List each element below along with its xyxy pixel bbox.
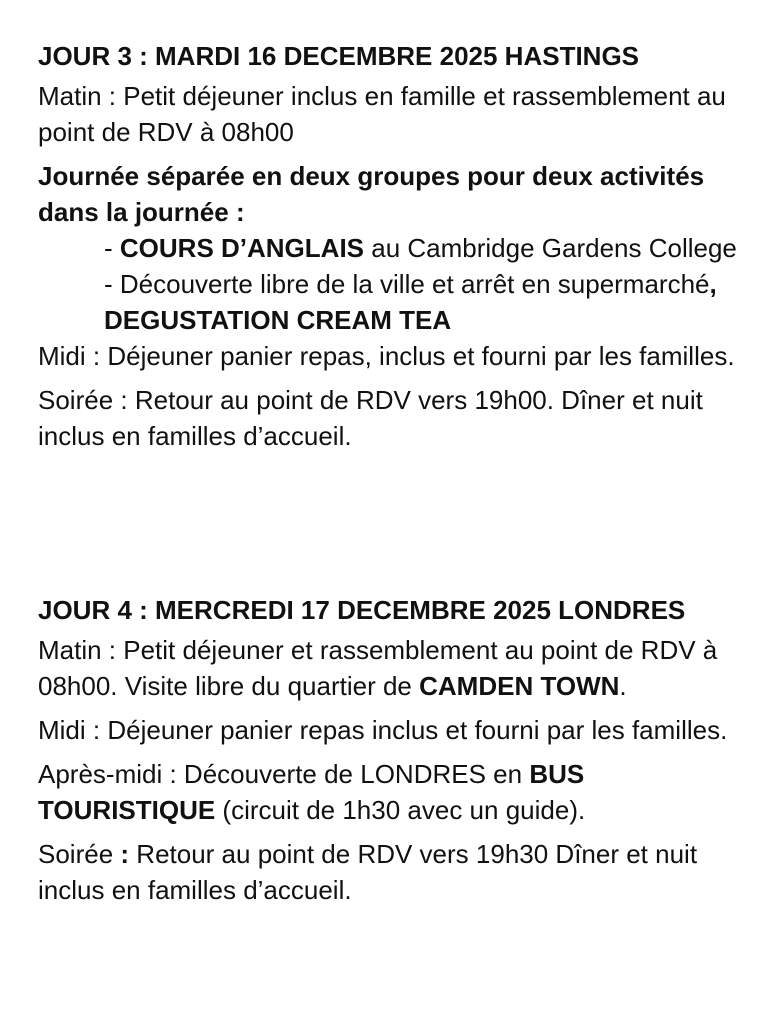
day4-lunch: Midi : Déjeuner panier repas inclus et fourni par les familles.	[38, 715, 728, 745]
day3-section	[38, 38, 748, 462]
day4-title: JOUR 4 : MERCREDI 17 DECEMBRE 2025 LONDRES	[38, 595, 686, 625]
day4-afternoon-bold: BUS TOURISTIQUE	[38, 759, 585, 825]
day4-evening-label: Soirée	[38, 839, 121, 869]
day4-evening-colon: :	[120, 839, 130, 869]
day3-groups-heading: Journée séparée en deux groupes pour deux activités dans la journée :	[38, 161, 705, 227]
day3-morning: Matin : Petit déjeuner inclus en famille et rassemblement au point de RDV à 08h00	[38, 81, 726, 147]
day4-evening	[38, 836, 748, 908]
day3-activity-1-bold: COURS D’ANGLAIS	[119, 233, 365, 263]
day3-activity-2	[38, 266, 748, 338]
day4-morning	[38, 632, 748, 704]
day4-morning-text: Matin : Petit déjeuner et rassemblement au point de RDV à 08h00. Visite libre du quartier de	[38, 635, 718, 701]
day4-section	[38, 592, 748, 916]
day3-activity-2-text: - Découverte libre de la ville et arrêt en supermarché	[104, 269, 710, 299]
day4-afternoon-text: Après-midi : Découverte de LONDRES en	[38, 759, 530, 789]
day4-afternoon-rest: (circuit de 1h30 avec un guide).	[215, 795, 586, 825]
day4-morning-end: .	[619, 671, 627, 701]
day4-morning-bold: CAMDEN TOWN	[419, 671, 620, 701]
day3-activity-1	[38, 230, 748, 266]
day3-activity-1-prefix: -	[104, 233, 120, 263]
day4-evening-rest: Retour au point de RDV vers 19h30 Dîner et nuit inclus en familles d’accueil.	[38, 839, 698, 905]
day3-evening: Soirée : Retour au point de RDV vers 19h00. Dîner et nuit inclus en familles d’accueil.	[38, 385, 703, 451]
day3-activity-2-bold: , DEGUSTATION CREAM TEA	[104, 269, 717, 335]
day4-afternoon	[38, 756, 748, 828]
day3-title: JOUR 3 : MARDI 16 DECEMBRE 2025 HASTINGS	[38, 41, 640, 71]
day3-lunch: Midi : Déjeuner panier repas, inclus et fourni par les familles.	[38, 341, 735, 371]
day3-activity-1-rest: au Cambridge Gardens College	[364, 233, 737, 263]
